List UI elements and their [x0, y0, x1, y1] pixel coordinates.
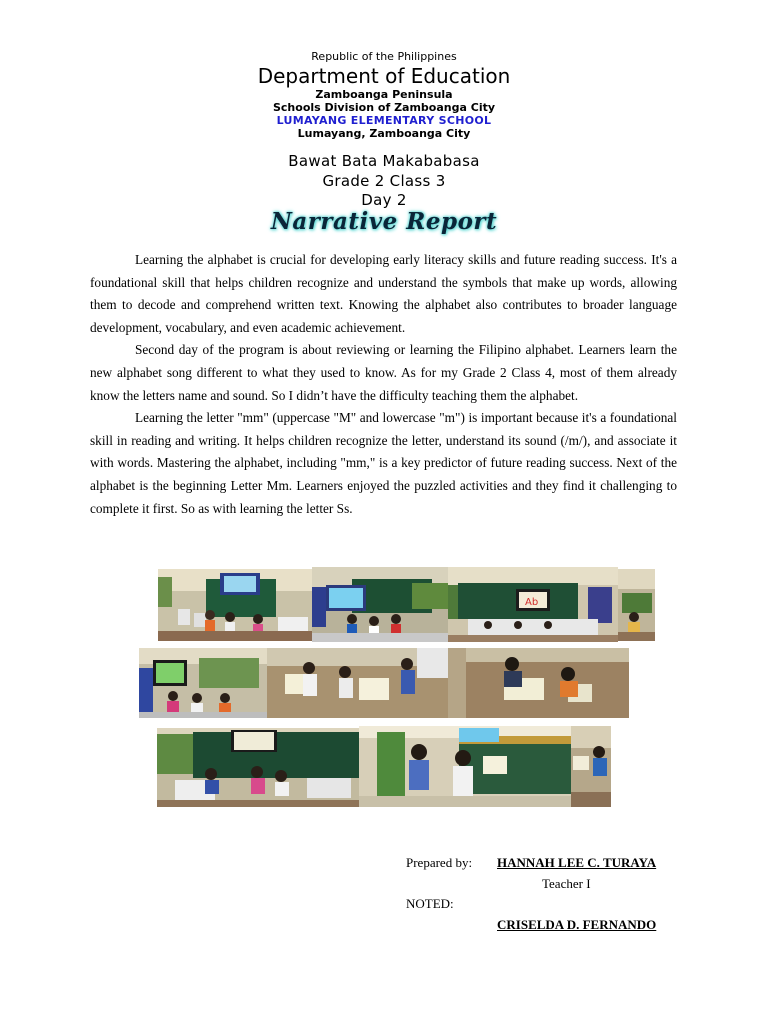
report-title: Narrative Report [270, 208, 498, 235]
classroom-photo [267, 648, 448, 718]
school-address: Lumayang, Zamboanga City [297, 127, 471, 140]
program-class: Grade 2 Class 3 [322, 171, 446, 190]
prepared-by-label: Prepared by: [406, 855, 473, 870]
classroom-photo [158, 569, 312, 641]
region-line: Zamboanga Peninsula [315, 88, 453, 101]
classroom-photo [359, 726, 571, 807]
classroom-photo [618, 569, 655, 641]
prepared-by-position: Teacher I [542, 876, 591, 891]
noted-by-name: CRISELDA D. FERNANDO [497, 917, 657, 932]
paragraph-2: Second day of the program is about reviewing or learning the Filipino alphabet. Learners learn the new alphabet song different to what they used to know. As for my Grade 2 Class 4, most of them already know the letters name and sound. So I didn’t have the difficulty teaching them the alphabet. [90, 342, 677, 403]
classroom-photo [139, 648, 267, 718]
letterhead [0, 50, 768, 140]
prepared-by-name: HANNAH LEE C. TURAYA [497, 855, 657, 870]
paragraph-3: Learning the letter "mm" (uppercase "M" and lowercase "m") is important because it's a foundational skill in reading and writing. It helps children recognize the letter, understand its sound (/m/), and associate it with words. Mastering the alphabet, including "mm," is a key predictor of future reading success. Next of the alphabet is the beginning Letter Mm. Learners enjoyed the puzzled activities and they find it challenging to complete it first. So as with learning the letter Ss. [90, 410, 677, 516]
school-name: LUMAYANG ELEMENTARY SCHOOL [276, 114, 492, 127]
division-line: Schools Division of Zamboanga City [272, 101, 496, 114]
report-body [90, 249, 677, 520]
noted-label: NOTED: [406, 896, 454, 911]
classroom-photo [448, 648, 629, 718]
republic-line: Republic of the Philippines [311, 50, 457, 63]
classroom-photo [157, 728, 359, 807]
department-title: Department of Education [257, 64, 511, 88]
paragraph-1: Learning the alphabet is crucial for developing early literacy skills and future reading success. It's a foundational skill that helps children recognize and understand the symbols that make up words, allowing them to decode and comprehend written text. Knowing the alphabet also contributes to broader language development, vocabulary, and even academic achievement. [90, 252, 677, 335]
program-info [0, 152, 768, 211]
classroom-photo [571, 726, 611, 807]
classroom-photo [448, 567, 618, 642]
svg-text:Ab: Ab [525, 597, 539, 608]
program-day: Day 2 [361, 191, 407, 209]
program-name: Bawat Bata Makababasa [288, 152, 480, 170]
classroom-photo [312, 567, 448, 642]
